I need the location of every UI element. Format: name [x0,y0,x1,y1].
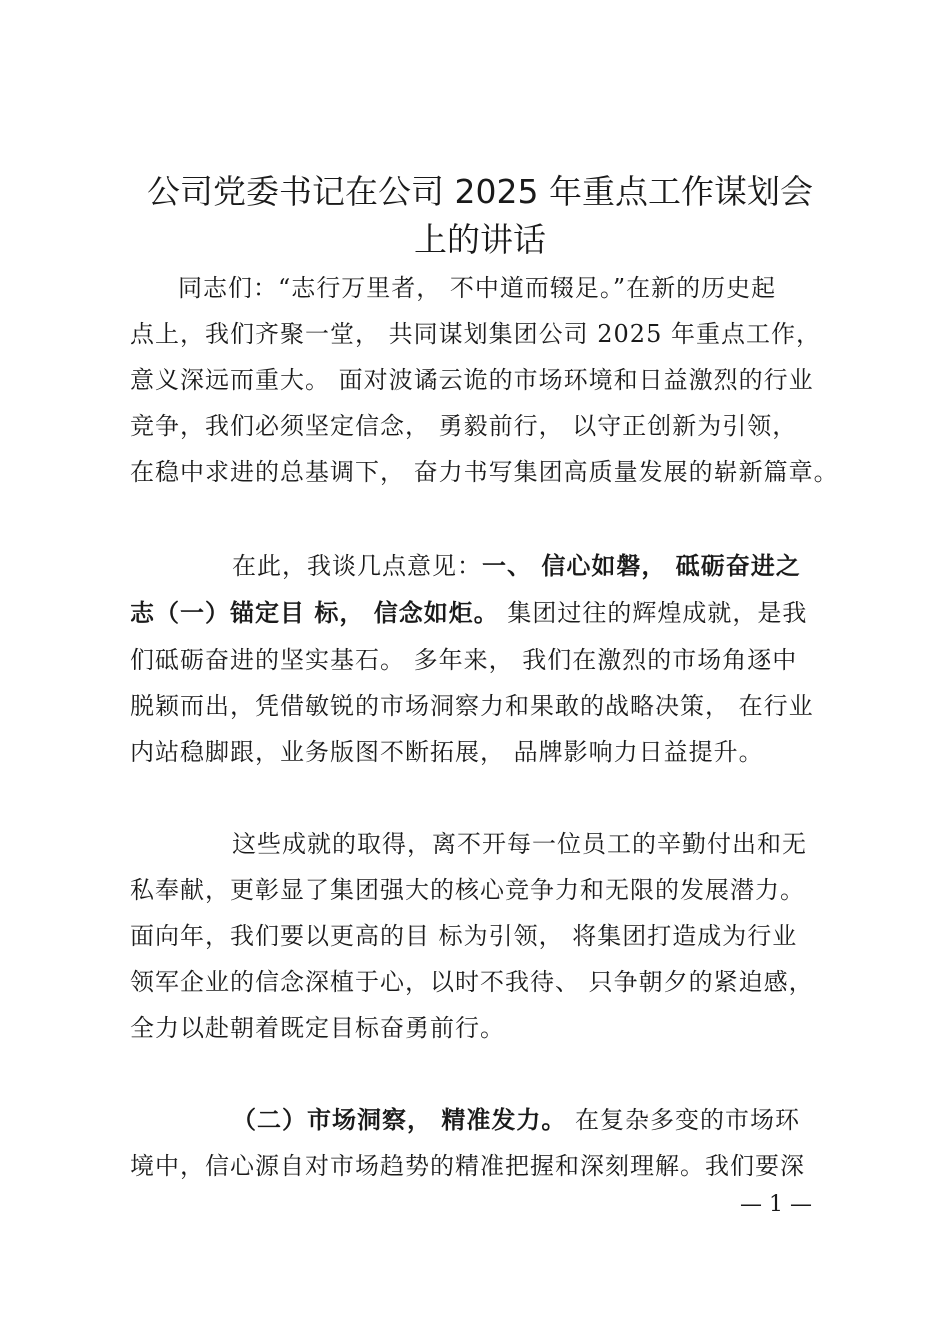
paragraph-line: 们砥砺奋进的坚实基石。 多年来， 我们在激烈的市场角逐中 [130,646,798,674]
plain-text: 集团过往的辉煌成就，是我 [498,599,808,627]
title-line-2: 上的讲话 [414,220,546,259]
paragraph-line: 同志们：“志行万里者， 不中道而辍足。”在新的历史起 [178,274,777,302]
page-number: — 1 — [740,1192,812,1217]
plain-text: 在复杂多变的市场环 [566,1106,800,1134]
paragraph-line: 点上，我们齐聚一堂， 共同谋划集团公司 2025 年重点工作， [130,320,821,348]
paragraph-line: 境中，信心源自对市场趋势的精准把握和深刻理解。我们要深 [130,1152,805,1180]
title-line-1: 公司党委书记在公司 2025 年重点工作谋划会 [147,172,813,211]
paragraph-line: 内站稳脚跟，业务版图不断拓展， 品牌影响力日益提升。 [130,738,764,766]
paragraph-line [130,597,807,629]
plain-text: 在此，我谈几点意见： [232,552,482,580]
paragraph-line: 意义深远而重大。 面对波谲云诡的市场环境和日益激烈的行业 [130,366,814,394]
paragraph-line: 脱颖而出，凭借敏锐的市场洞察力和果敢的战略决策， 在行业 [130,692,814,720]
paragraph-line [232,1104,800,1136]
paragraph-line: 竞争，我们必须坚定信念， 勇毅前行， 以守正创新为引领， [130,412,798,440]
paragraph-line: 在稳中求进的总基调下， 奋力书写集团高质量发展的崭新篇章。 [130,458,839,486]
paragraph-line: 领军企业的信念深植于心，以时不我待、 只争朝夕的紧迫感， [130,968,814,996]
section-heading: 一、 信心如磐， 砥砺奋进之 [482,551,801,580]
paragraph-line: 面向年，我们要以更高的目 标为引领， 将集团打造成为行业 [130,922,798,950]
paragraph-line: 全力以赴朝着既定目标奋勇前行。 [130,1014,505,1042]
subsection-heading: 志（一）锚定目 标， 信念如炬。 [130,598,499,627]
paragraph-line: 私奉献，更彰显了集团强大的核心竞争力和无限的发展潜力。 [130,876,805,904]
paragraph-line: 这些成就的取得，离不开每一位员工的辛勤付出和无 [232,830,807,858]
paragraph-line [232,550,801,582]
document-title [100,168,860,264]
subsection-heading: （二）市场洞察， 精准发力。 [232,1105,567,1134]
